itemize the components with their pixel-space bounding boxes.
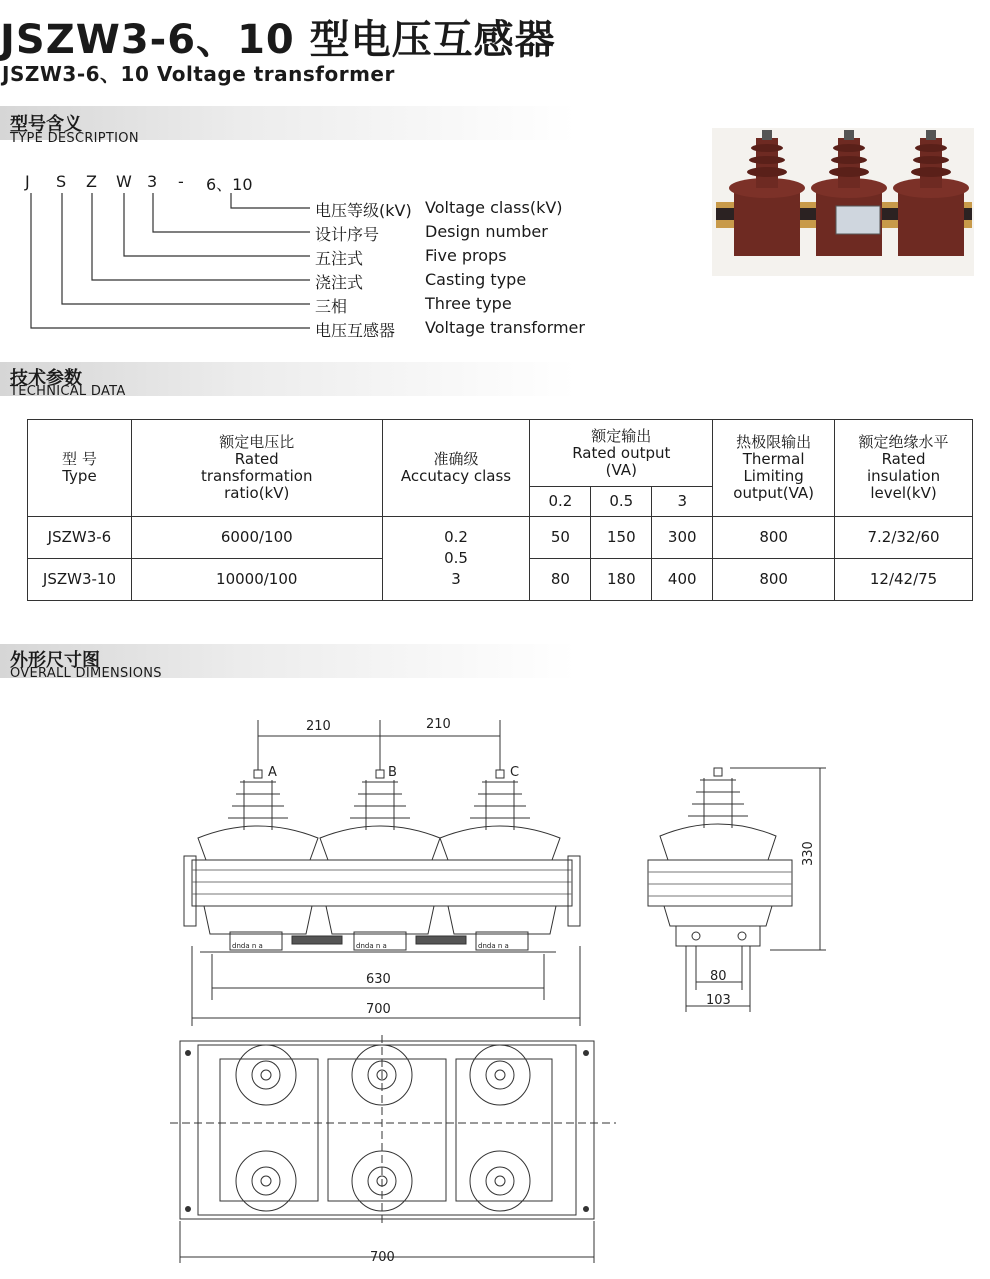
table-header-row <box>28 420 973 487</box>
phase-b-label: B <box>388 765 397 780</box>
desc-en: Five props <box>425 246 507 265</box>
cell-output: 300 <box>652 517 713 559</box>
section-title-tech-en: TECHNICAL DATA <box>10 384 126 399</box>
cell-ratio: 6000/100 <box>131 517 382 559</box>
cell-insulation: 12/42/75 <box>835 559 973 601</box>
header-accuracy: 准确级 Accutacy class <box>382 420 530 517</box>
code-letter: W <box>116 172 132 191</box>
desc-en: Three type <box>425 294 512 313</box>
header-type: 型 号 Type <box>28 420 132 517</box>
dim-700-top: 700 <box>370 1250 395 1265</box>
terminal-label: dnda n a <box>232 942 263 950</box>
page-subtitle: JSZW3-6、10 Voltage transformer <box>2 62 395 86</box>
section-title-dims-en: OVERALL DIMENSIONS <box>10 666 162 681</box>
dim-700-front: 700 <box>366 1002 391 1017</box>
dim-103: 103 <box>706 993 731 1008</box>
code-letter: S <box>56 172 67 191</box>
code-letter: 3 <box>147 172 158 191</box>
section-title-type-en: TYPE DESCRIPTION <box>10 131 139 146</box>
dim-210-b: 210 <box>426 717 451 732</box>
desc-en: Design number <box>425 222 548 241</box>
cell-output: 50 <box>530 517 591 559</box>
desc-cn: 浇注式 <box>315 273 364 292</box>
technical-data-table <box>27 419 973 601</box>
cell-thermal: 800 <box>713 517 835 559</box>
section-title-dims-cn: 外形尺寸图 <box>10 650 100 671</box>
desc-en: Voltage class(kV) <box>425 198 563 217</box>
header-insulation: 额定绝缘水平 Rated insulation level(kV) <box>835 420 973 517</box>
terminal-label: dnda n a <box>478 942 509 950</box>
header-output-sub: 3 <box>652 487 713 517</box>
cell-type: JSZW3-10 <box>28 559 132 601</box>
product-photo <box>712 128 974 276</box>
terminal-label: dnda n a <box>356 942 387 950</box>
phase-a-label: A <box>268 765 277 780</box>
code-letter: 6、10 <box>206 175 253 194</box>
page-title: JSZW3-6、10 型电压互感器 <box>0 17 556 63</box>
cell-thermal: 800 <box>713 559 835 601</box>
dim-630: 630 <box>366 972 391 987</box>
cell-accuracy: 0.2 0.5 3 <box>382 517 530 601</box>
section-bar-tech <box>0 362 960 396</box>
table-row <box>28 517 973 559</box>
cell-output: 400 <box>652 559 713 601</box>
header-output-sub: 0.5 <box>591 487 652 517</box>
dim-80: 80 <box>710 969 727 984</box>
desc-cn: 五注式 <box>315 249 364 268</box>
cell-output: 180 <box>591 559 652 601</box>
section-title-type-cn: 型号含义 <box>10 114 82 135</box>
header-output: 额定输出 Rated output (VA) <box>530 420 713 487</box>
cell-insulation: 7.2/32/60 <box>835 517 973 559</box>
cell-output: 80 <box>530 559 591 601</box>
header-ratio: 额定电压比 Rated transformation ratio(kV) <box>131 420 382 517</box>
desc-en: Voltage transformer <box>425 318 585 337</box>
header-output-sub: 0.2 <box>530 487 591 517</box>
cell-output: 150 <box>591 517 652 559</box>
cell-type: JSZW3-6 <box>28 517 132 559</box>
header-thermal: 热极限输出 Thermal Limiting output(VA) <box>713 420 835 517</box>
front-view-drawing <box>170 710 600 1030</box>
dim-330: 330 <box>801 841 816 866</box>
section-title-tech-cn: 技术参数 <box>10 368 82 389</box>
desc-cn: 三相 <box>315 297 348 316</box>
code-letter: - <box>178 172 184 191</box>
cell-ratio: 10000/100 <box>131 559 382 601</box>
side-view-drawing <box>640 750 840 1020</box>
type-code-connectors <box>0 0 330 340</box>
code-letter: J <box>25 172 30 191</box>
desc-cn: 设计序号 <box>315 225 380 244</box>
phase-c-label: C <box>510 765 520 780</box>
desc-cn: 电压互感器 <box>315 321 396 340</box>
dim-210-a: 210 <box>306 719 331 734</box>
desc-cn: 电压等级(kV) <box>315 201 412 220</box>
top-view-drawing <box>170 1035 620 1270</box>
desc-en: Casting type <box>425 270 527 289</box>
code-letter: Z <box>86 172 97 191</box>
